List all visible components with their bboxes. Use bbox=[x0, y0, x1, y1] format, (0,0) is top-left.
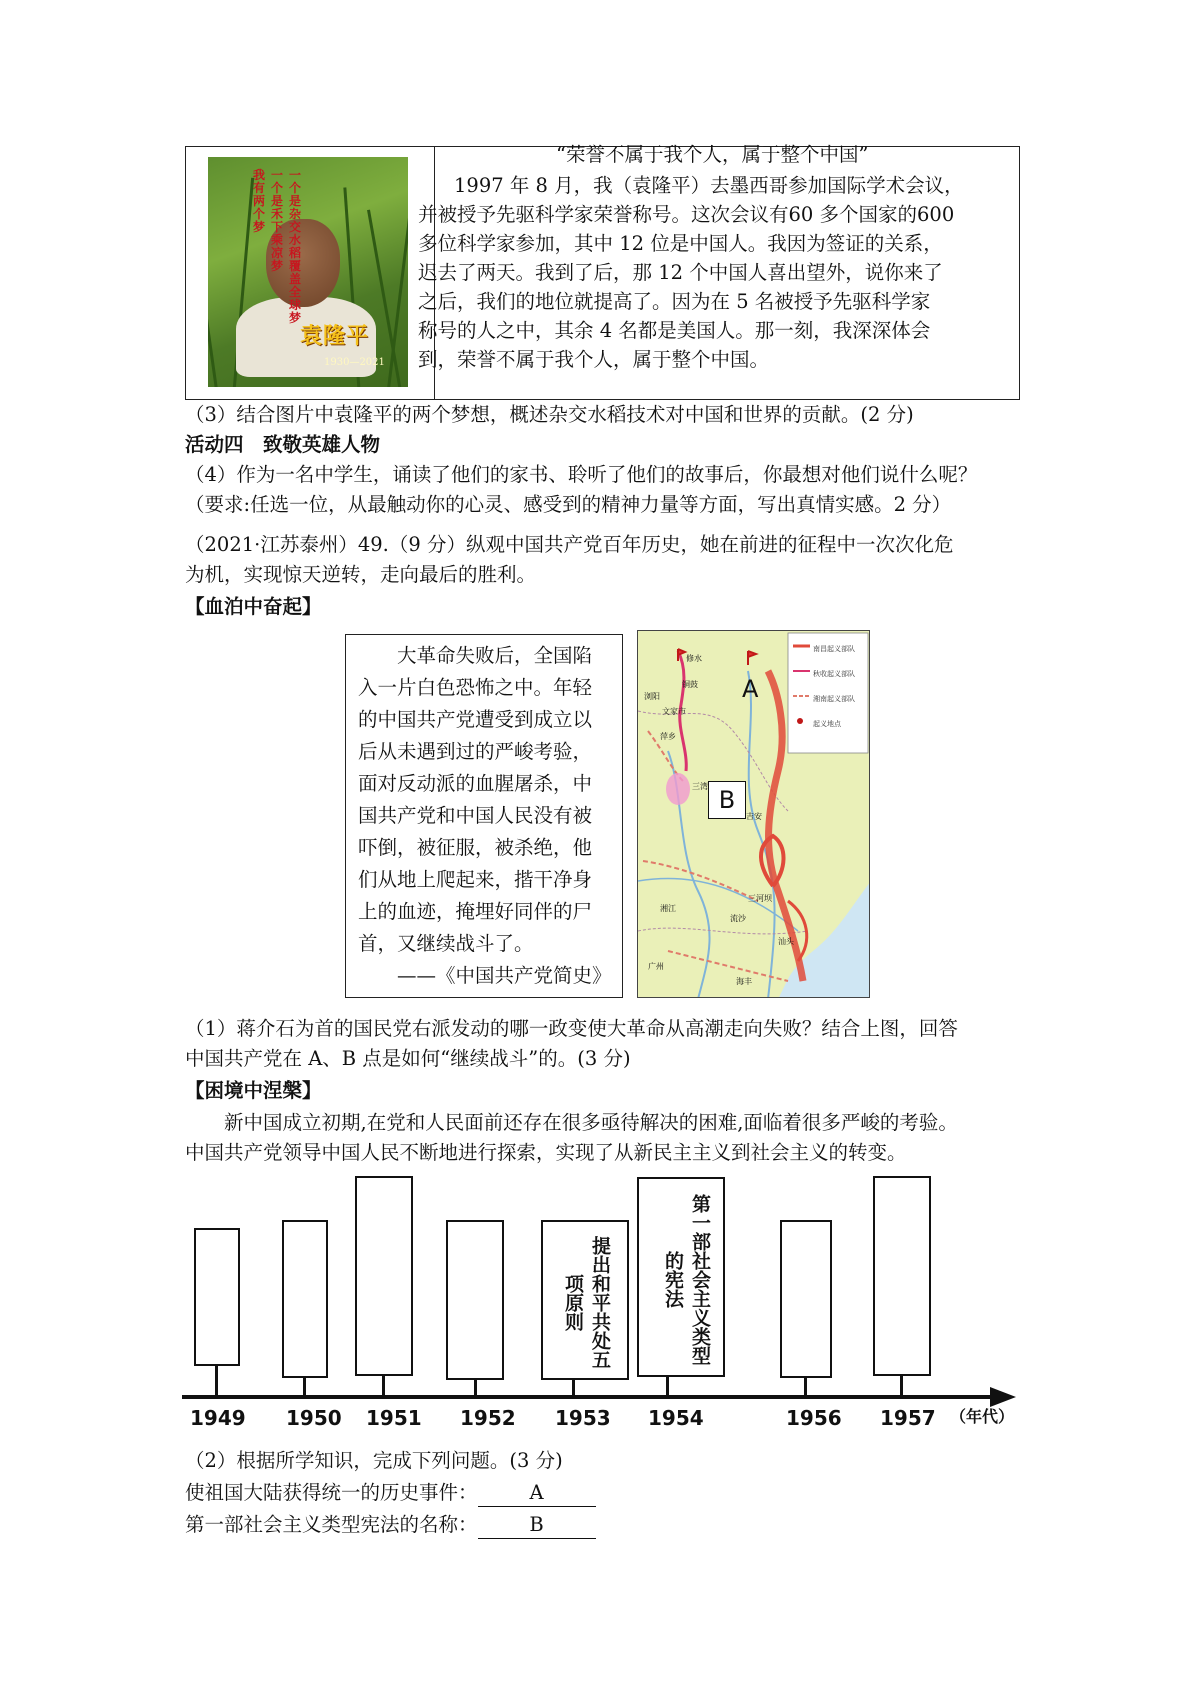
place-label: 修水 bbox=[686, 654, 702, 663]
timeline-event-label: 第一部社会主义类型的宪法 bbox=[662, 1193, 711, 1365]
section-2-paragraph-line-1: 新中国成立初期,在党和人民面前还存在很多亟待解决的困难,面临着很多严峻的考验。 bbox=[185, 1111, 958, 1134]
timeline-unit: （年代） bbox=[950, 1407, 1015, 1426]
timeline-axis bbox=[182, 1395, 1002, 1399]
timeline-event-1952 bbox=[446, 1220, 504, 1380]
fill-blank-2-label: 第一部社会主义类型宪法的名称： bbox=[185, 1513, 478, 1536]
place-label: 文家市 bbox=[662, 707, 686, 716]
place-label: 吉安 bbox=[746, 812, 762, 821]
excerpt-line-4: 后从未遇到过的严峻考验， bbox=[358, 740, 593, 763]
timeline-year: 1954 bbox=[648, 1406, 704, 1430]
timeline-year: 1956 bbox=[786, 1406, 842, 1430]
section-2-paragraph-line-2: 中国共产党领导中国人民不断地进行探索，实现了从新民主主义到社会主义的转变。 bbox=[185, 1141, 907, 1164]
place-label: 广州 bbox=[648, 962, 664, 971]
place-label: 浏阳 bbox=[644, 692, 660, 701]
yuan-longping-table bbox=[185, 143, 1020, 400]
place-label: 海丰 bbox=[736, 977, 752, 986]
question-2: （2）根据所学知识，完成下列问题。(3 分) bbox=[185, 1449, 563, 1472]
question-49-line-1: （2021·江苏泰州）49.（9 分）纵观中国共产党百年历史，她在前进的征程中一次次化危 bbox=[185, 533, 954, 556]
question-49-line-2: 为机，实现惊天逆转，走向最后的胜利。 bbox=[185, 563, 537, 586]
timeline-event-1954 bbox=[637, 1177, 725, 1377]
timeline-event-1956 bbox=[780, 1220, 832, 1378]
quote-title: “荣誉不属于我个人，属于整个中国” bbox=[556, 143, 869, 166]
timeline-year: 1951 bbox=[366, 1406, 422, 1430]
excerpt-line-7: 吓倒，被征服，被杀绝，他 bbox=[358, 836, 593, 859]
excerpt-line-6: 国共产党和中国人民没有被 bbox=[358, 804, 593, 827]
photo-years: 1930—2021 bbox=[324, 357, 385, 368]
place-label: 三河坝 bbox=[748, 894, 772, 903]
timeline-year: 1957 bbox=[880, 1406, 936, 1430]
question-4-line-2: （要求:任选一位，从最触动你的心灵、感受到的精神力量等方面，写出真情实感。2 分） bbox=[185, 493, 952, 516]
legend-item-1: 南昌起义部队 bbox=[813, 645, 855, 653]
map-label-a: A bbox=[742, 675, 759, 703]
timeline-year: 1949 bbox=[190, 1406, 246, 1430]
place-label: 萍乡 bbox=[660, 732, 676, 741]
quote-line-7: 到，荣誉不属于我个人，属于整个中国。 bbox=[418, 348, 770, 371]
place-label: 三湾 bbox=[692, 782, 708, 791]
excerpt-line-9: 上的血迹，掩埋好同伴的尸 bbox=[358, 900, 593, 923]
excerpt-line-10: 首，又继续战斗了。 bbox=[358, 932, 534, 955]
quote-line-2: 并被授予先驱科学家荣誉称号。这次会议有60 多个国家的600 bbox=[418, 203, 955, 226]
legend-item-4: 起义地点 bbox=[813, 720, 841, 728]
section-2-heading: 【困境中涅槃】 bbox=[185, 1079, 322, 1102]
map-label-b: B bbox=[708, 781, 746, 819]
photo-dream-text-2: 一 个 是 禾 下 乘 凉 梦 bbox=[270, 168, 283, 273]
timeline-event-1950 bbox=[282, 1220, 328, 1378]
place-label: 流沙 bbox=[730, 914, 746, 923]
legend-item-3: 湘南起义部队 bbox=[813, 695, 855, 703]
activity-4-heading: 活动四 致敬英雄人物 bbox=[185, 433, 381, 456]
excerpt-line-2: 入一片白色恐怖之中。年轻 bbox=[358, 676, 593, 699]
uprising-route-map bbox=[637, 630, 870, 998]
fill-blank-1-input[interactable]: A bbox=[478, 1480, 596, 1507]
excerpt-line-1: 大革命失败后，全国陷 bbox=[358, 644, 593, 667]
timeline-event-1949 bbox=[194, 1228, 240, 1366]
legend-item-2: 秋收起义部队 bbox=[813, 670, 855, 678]
place-label: 湘江 bbox=[660, 904, 676, 913]
excerpt-line-3: 的中国共产党遭受到成立以 bbox=[358, 708, 593, 731]
question-1-line-1: （1）蒋介石为首的国民党右派发动的哪一政变使大革命从高潮走向失败？结合上图，回答 bbox=[185, 1017, 958, 1040]
quote-line-6: 称号的人之中，其余 4 名都是美国人。那一刻，我深深体会 bbox=[418, 319, 931, 342]
fill-blank-1-label: 使祖国大陆获得统一的历史事件： bbox=[185, 1481, 478, 1504]
fill-blank-1 bbox=[185, 1480, 596, 1507]
timeline-year: 1953 bbox=[555, 1406, 611, 1430]
timeline-event-1951 bbox=[355, 1176, 413, 1376]
timeline-year: 1952 bbox=[460, 1406, 516, 1430]
place-label: 汕头 bbox=[778, 937, 794, 946]
quote-line-3: 多位科学家参加，其中 12 位是中国人。我因为签证的关系， bbox=[418, 232, 943, 255]
quote-line-4: 迟去了两天。我到了后，那 12 个中国人喜出望外，说你来了 bbox=[418, 261, 943, 284]
map-legend bbox=[813, 637, 867, 737]
quote-line-5: 之后，我们的地位就提高了。因为在 5 名被授予先驱科学家 bbox=[418, 290, 931, 313]
timeline-event-1957 bbox=[873, 1176, 931, 1376]
timeline-event-label: 提出和平共处五项原则 bbox=[562, 1235, 611, 1369]
quote-line-1: 1997 年 8 月，我（袁隆平）去墨西哥参加国际学术会议， bbox=[454, 174, 964, 197]
question-1-line-2: 中国共产党在 A、B 点是如何“继续战斗”的。(3 分) bbox=[185, 1047, 631, 1070]
photo-dream-text-1: 我 有 两 个 梦 bbox=[252, 168, 265, 234]
fill-blank-2-input[interactable]: B bbox=[478, 1512, 596, 1539]
excerpt-line-8: 们从地上爬起来，揩干净身 bbox=[358, 868, 593, 891]
question-3: （3）结合图片中袁隆平的两个梦想，概述杂交水稻技术对中国和世界的贡献。(2 分) bbox=[185, 403, 914, 426]
fill-blank-2 bbox=[185, 1512, 596, 1539]
excerpt-source: ——《中国共产党简史》 bbox=[358, 964, 612, 987]
place-label: 铜鼓 bbox=[682, 680, 698, 689]
photo-dream-text-3: 一 个 是 杂 交 水 稻 覆 盖 全 球 梦 bbox=[288, 168, 301, 325]
party-history-excerpt bbox=[345, 634, 623, 998]
timeline-arrow-icon bbox=[990, 1387, 1016, 1407]
timeline-year: 1950 bbox=[286, 1406, 342, 1430]
section-1-heading: 【血泊中奋起】 bbox=[185, 595, 322, 618]
yuan-longping-photo bbox=[208, 157, 408, 387]
excerpt-line-5: 面对反动派的血腥屠杀，中 bbox=[358, 772, 593, 795]
question-4-line-1: （4）作为一名中学生，诵读了他们的家书、聆听了他们的故事后，你最想对他们说什么呢？ bbox=[185, 463, 978, 486]
timeline-event-1953 bbox=[541, 1220, 629, 1380]
photo-name: 袁隆平 bbox=[300, 323, 370, 349]
